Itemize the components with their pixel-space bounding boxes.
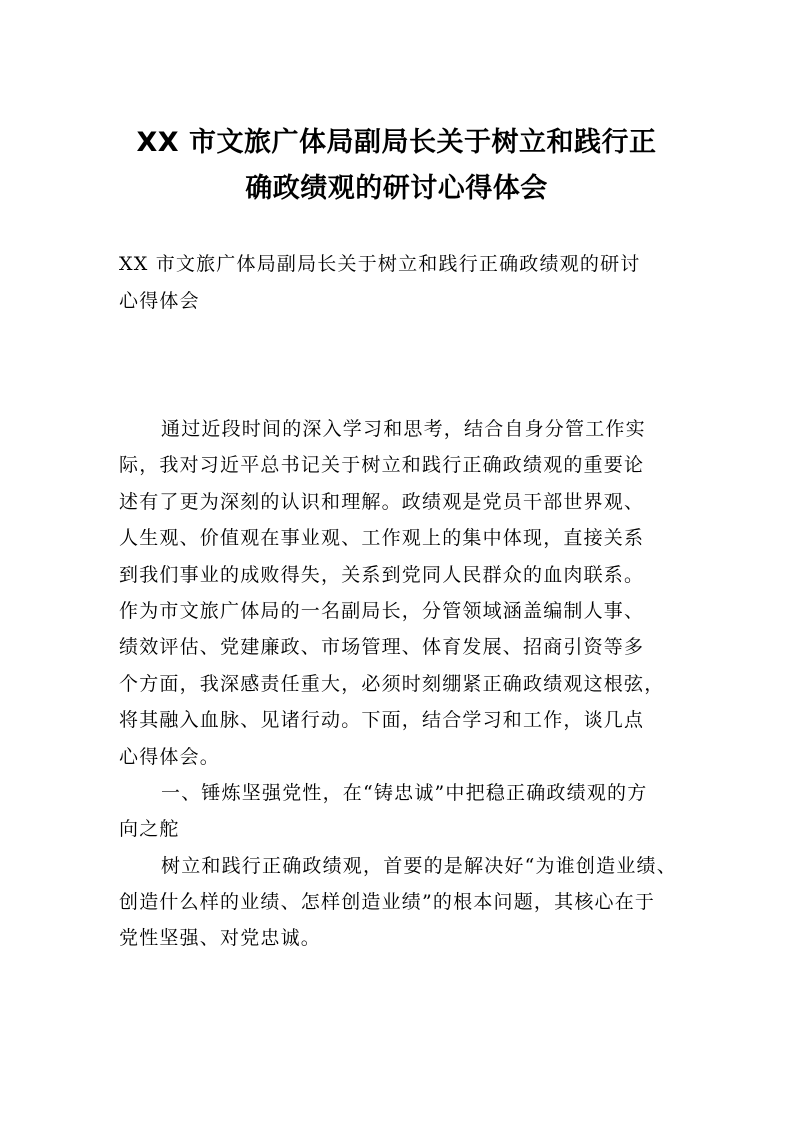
- paragraph-1-line-10: 心得体会。: [119, 745, 221, 768]
- paragraph-2-line-2: 创造什么样的业绩、怎样创造业绩”的根本问题，其核心在于: [119, 891, 656, 914]
- document-title: [60, 120, 733, 212]
- section-heading-line-1: 一、锤炼坚强党性，在“铸忠诚”中把稳正确政绩观的方: [161, 781, 648, 804]
- document-subtitle: [119, 246, 679, 320]
- paragraph-1-line-2: 际，我对习近平总书记关于树立和践行正确政绩观的重要论: [119, 454, 645, 477]
- paragraph-1-line-4: 人生观、价值观在事业观、工作观上的集中体现，直接关系: [119, 527, 645, 550]
- paragraph-1-line-3: 述有了更为深刻的认识和理解。政绩观是党员干部世界观、: [119, 490, 645, 513]
- paragraph-1-line-7: 绩效评估、党建廉政、市场管理、体育发展、招商引资等多: [119, 636, 645, 659]
- subtitle-line-2: 心得体会: [119, 290, 200, 312]
- paragraph-2-line-3: 党性坚强、对党忠诚。: [119, 927, 322, 950]
- section-heading-line-2: 向之舵: [119, 818, 180, 841]
- paragraph-2-line-1: 树立和践行正确政绩观，首要的是解决好“为谁创造业绩、: [161, 854, 677, 877]
- subtitle-line-1: XX 市文旅广体局副局长关于树立和践行正确政绩观的研讨: [119, 253, 641, 275]
- paragraph-1-line-9: 将其融入血脉、见诸行动。下面，结合学习和工作，谈几点: [119, 709, 645, 732]
- title-line-1: XX 市文旅广体局副局长关于树立和践行正: [136, 127, 657, 158]
- paragraph-1-line-1: 通过近段时间的深入学习和思考，结合自身分管工作实: [161, 418, 646, 440]
- paragraph-1-line-8: 个方面，我深感责任重大，必须时刻绷紧正确政绩观这根弦，: [119, 672, 665, 695]
- paragraph-1-line-6: 作为市文旅广体局的一名副局长，分管领域涵盖编制人事、: [119, 599, 645, 622]
- paragraph-1-line-5: 到我们事业的成败得失，关系到党同人民群众的血肉联系。: [119, 563, 645, 586]
- document-body: [119, 411, 689, 957]
- title-line-2: 确政绩观的研讨心得体会: [245, 173, 548, 204]
